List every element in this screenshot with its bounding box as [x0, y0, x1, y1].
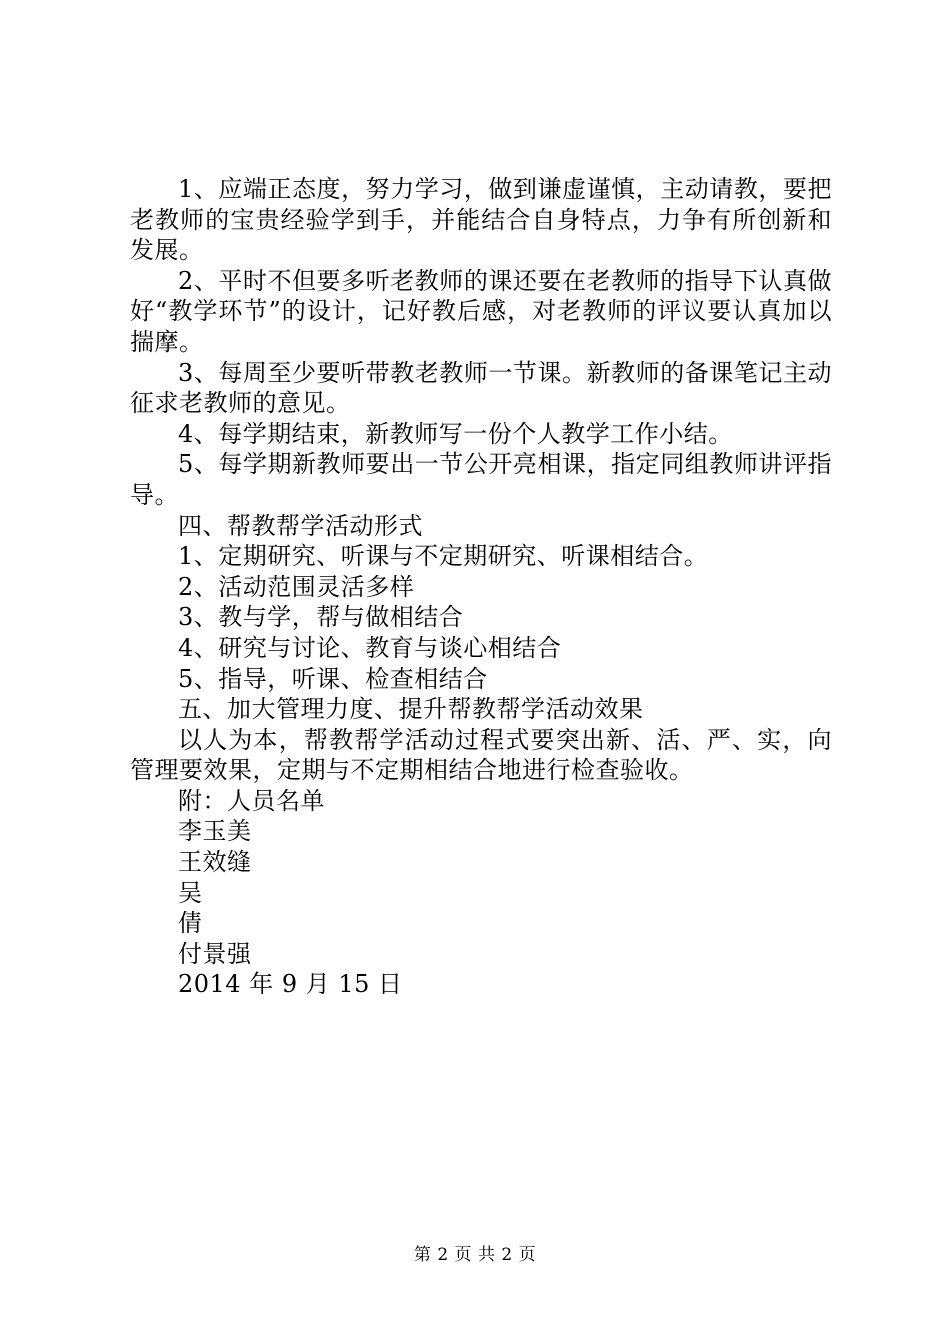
- name-item: 付景强: [178, 939, 252, 968]
- paragraph-3: 3、每周至少要听带教老教师一节课。新教师的备课笔记主动征求老教师的意见。: [130, 358, 832, 418]
- page-footer: 第 2 页 共 2 页: [413, 1245, 537, 1265]
- paragraph-4: 4、每学期结束，新教师写一份个人教学工作小结。: [178, 419, 733, 448]
- paragraph-5: 5、每学期新教师要出一节公开亮相课，指定同组教师讲评指导。: [130, 450, 832, 509]
- paragraph-11: 以人为本，帮教帮学活动过程式要突出新、活、严、实，向管理要效果，定期与不定期相结合地进行检查验收。: [130, 725, 832, 785]
- paragraph-1: 1、应端正态度，努力学习，做到谦虚谨慎，主动请教，要把老教师的宝贵经验学到手，并能结合自身特点，力争有所创新和发展。: [130, 175, 832, 265]
- paragraph-9: 4、研究与讨论、教育与谈心相结合: [178, 633, 562, 662]
- paragraph-7: 2、活动范围灵活多样: [178, 572, 415, 601]
- document-body: [130, 174, 832, 1000]
- appendix-heading: 附：人员名单: [178, 786, 325, 815]
- paragraph-10: 5、指导，听课、检查相结合: [178, 664, 488, 693]
- paragraph-8: 3、教与学，帮与做相结合: [178, 603, 464, 632]
- name-item: 倩: [178, 909, 203, 938]
- paragraph-2: 2、平时不但要多听老教师的课还要在老教师的指导下认真做好“教学环节”的设计，记好教后感，对老教师的评议要认真加以揣摩。: [130, 266, 832, 356]
- name-item: 吴: [178, 878, 203, 907]
- section-heading-5: 五、加大管理力度、提升帮教帮学活动效果: [178, 695, 644, 724]
- name-item: 王效缝: [178, 848, 252, 877]
- document-date: 2014 年 9 月 15 日: [178, 970, 403, 999]
- section-heading-4: 四、帮教帮学活动形式: [178, 511, 423, 540]
- name-item: 李玉美: [178, 817, 252, 846]
- paragraph-6: 1、定期研究、听课与不定期研究、听课相结合。: [178, 542, 709, 571]
